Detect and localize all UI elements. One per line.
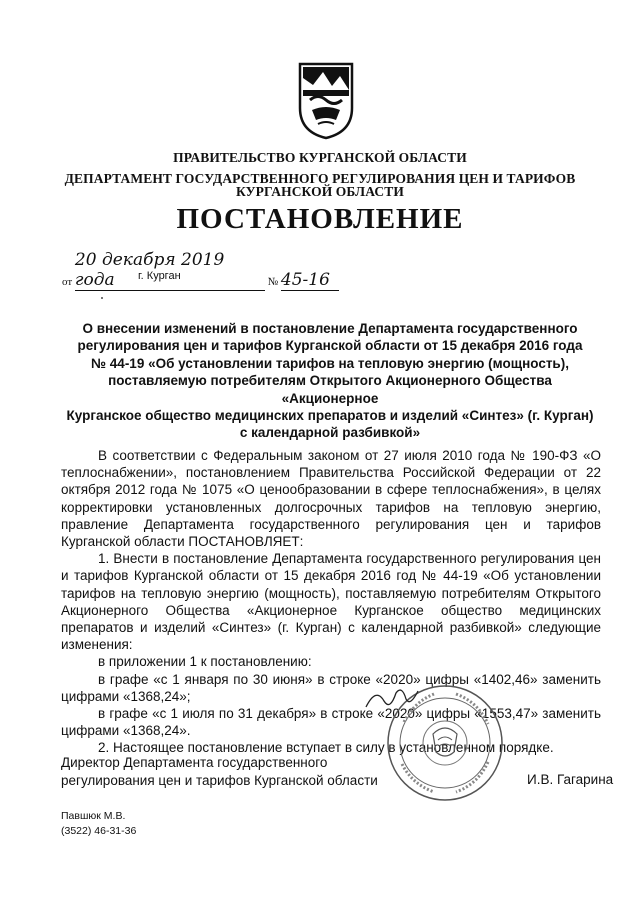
subject-line: № 44-19 «Об установлении тарифов на тепловую энергию (мощность), [91, 355, 569, 371]
document-subject [60, 320, 600, 442]
handwritten-date: 20 декабря 2019 года [75, 250, 265, 291]
subject-line: поставляемую потребителям Открытого Акционерного Общества «Акционерное [108, 373, 552, 406]
executor-phone: (3522) 46-31-36 [61, 824, 137, 837]
department-line-2: КУРГАНСКОЙ ОБЛАСТИ [236, 184, 404, 199]
subject-line: регулирования цен и тарифов Курганской области от 15 декабря 2016 года [77, 338, 583, 354]
change-2-paragraph: в графе «с 1 июля по 31 декабря» в строке «2020» цифры «1553,47» заменить цифрами «1368,24». [61, 706, 601, 739]
coat-of-arms-emblem [296, 60, 356, 140]
number-label: № [267, 276, 279, 288]
handwritten-signature [362, 683, 422, 713]
item-2-paragraph: 2. Настоящее постановление вступает в силу в установленном порядке. [98, 740, 554, 756]
appendix-paragraph: в приложении 1 к постановлению: [98, 654, 312, 670]
subject-line: Курганское общество медицинских препаратов и изделий «Синтез» (г. Курган) [66, 408, 594, 424]
signatory-name: И.В. Гагарина [527, 772, 614, 787]
handwritten-number: 45-16 [281, 270, 339, 291]
document-body [61, 447, 601, 757]
date-number-line [62, 250, 339, 291]
preamble-paragraph: В соответствии с Федеральным законом от 27 июля 2010 года № 190-ФЗ «О теплоснабжении», постановлением Правительства Российской Федерации от 22 октября 2012 года № 1075 «О ценообразовании в сфере теплоснабжения», в целях корректировки установленных долгосрочных тарифов на тепловую энергию, правление Департамента государственного регулирования цен и тарифов Курганской области ПОСТАНОВЛЯЕТ: [61, 448, 601, 550]
change-1-paragraph: в графе «с 1 января по 30 июня» в строке «2020» цифры «1402,46» заменить цифрами «1368,24»; [61, 671, 601, 704]
position-line-1: Директор Департамента государственного [61, 755, 328, 770]
position-line-2: регулирования цен и тарифов Курганской области [61, 772, 378, 788]
department-name [0, 172, 640, 198]
executor-info [61, 809, 136, 838]
from-label: от [62, 276, 73, 288]
signatory-position [61, 754, 378, 789]
department-line-1: ДЕПАРТАМЕНТ ГОСУДАРСТВЕННОГО РЕГУЛИРОВАНИЯ ЦЕН И ТАРИФОВ [64, 171, 576, 186]
government-name: ПРАВИТЕЛЬСТВО КУРГАНСКОЙ ОБЛАСТИ [173, 150, 467, 165]
executor-name: Павшюк М.В. [61, 810, 126, 822]
subject-line: О внесении изменений в постановление Департамента государственного [82, 321, 578, 336]
subject-line: с календарной разбивкой» [239, 425, 421, 441]
scan-dot [101, 297, 103, 299]
city-label: г. Курган [138, 270, 181, 282]
document-type-title: ПОСТАНОВЛЕНИЕ [176, 203, 464, 235]
item-1-paragraph: 1. Внести в постановление Департамента государственного регулирования цен и тарифов Курганской области от 15 декабря 2016 год № 44-19 «Об установлении тарифов на тепловую энергию (мощность), поставляемую потребителям Открытого Акционерного Общества «Акционерное Курганское общество медицинских препаратов и изделий «Синтез» (г. Курган) с календарной разбивкой» следующие изменения: [61, 551, 601, 653]
